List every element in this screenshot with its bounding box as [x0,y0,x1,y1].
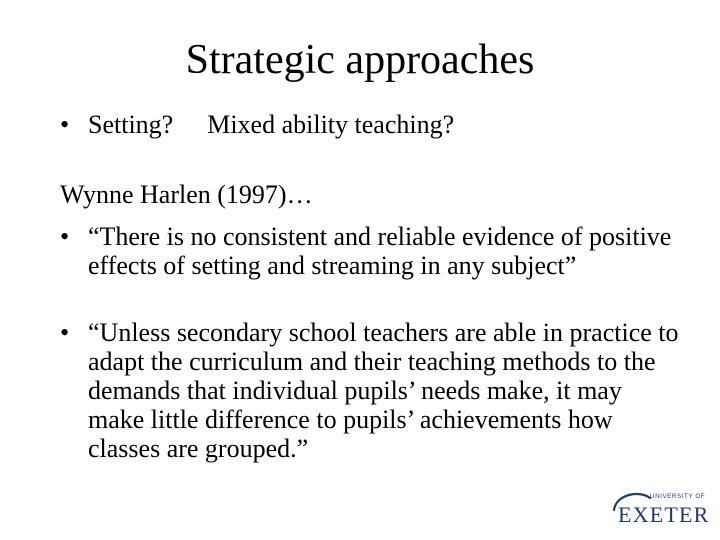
top-bullet [60,110,454,139]
bullet-marker: • [60,110,70,139]
top-bullet-setting: Setting? [88,110,174,139]
quote-text: “Unless secondary school teachers are able in practice to adapt the curriculum and their teaching methods to the demands that individual pupils’ needs make, it may make little difference to pupils’ achievements how classes are grouped.” [88,318,679,463]
quote-text: “There is no consistent and reliable evidence of positive effects of setting and streaming in any subject” [88,222,672,280]
quote-item [60,318,680,463]
svg-text:UNIVERSITY OF: UNIVERSITY OF [650,493,706,500]
university-of-exeter-logo [610,488,710,528]
bullet-marker: • [60,318,70,347]
citation-intro: Wynne Harlen (1997)… [60,180,313,209]
quote-item [60,222,680,280]
bullet-marker: • [60,222,70,251]
slide-title: Strategic approaches [185,37,535,83]
svg-text:EXETER: EXETER [618,502,710,527]
top-bullet-mixed-ability: Mixed ability teaching? [207,110,455,139]
